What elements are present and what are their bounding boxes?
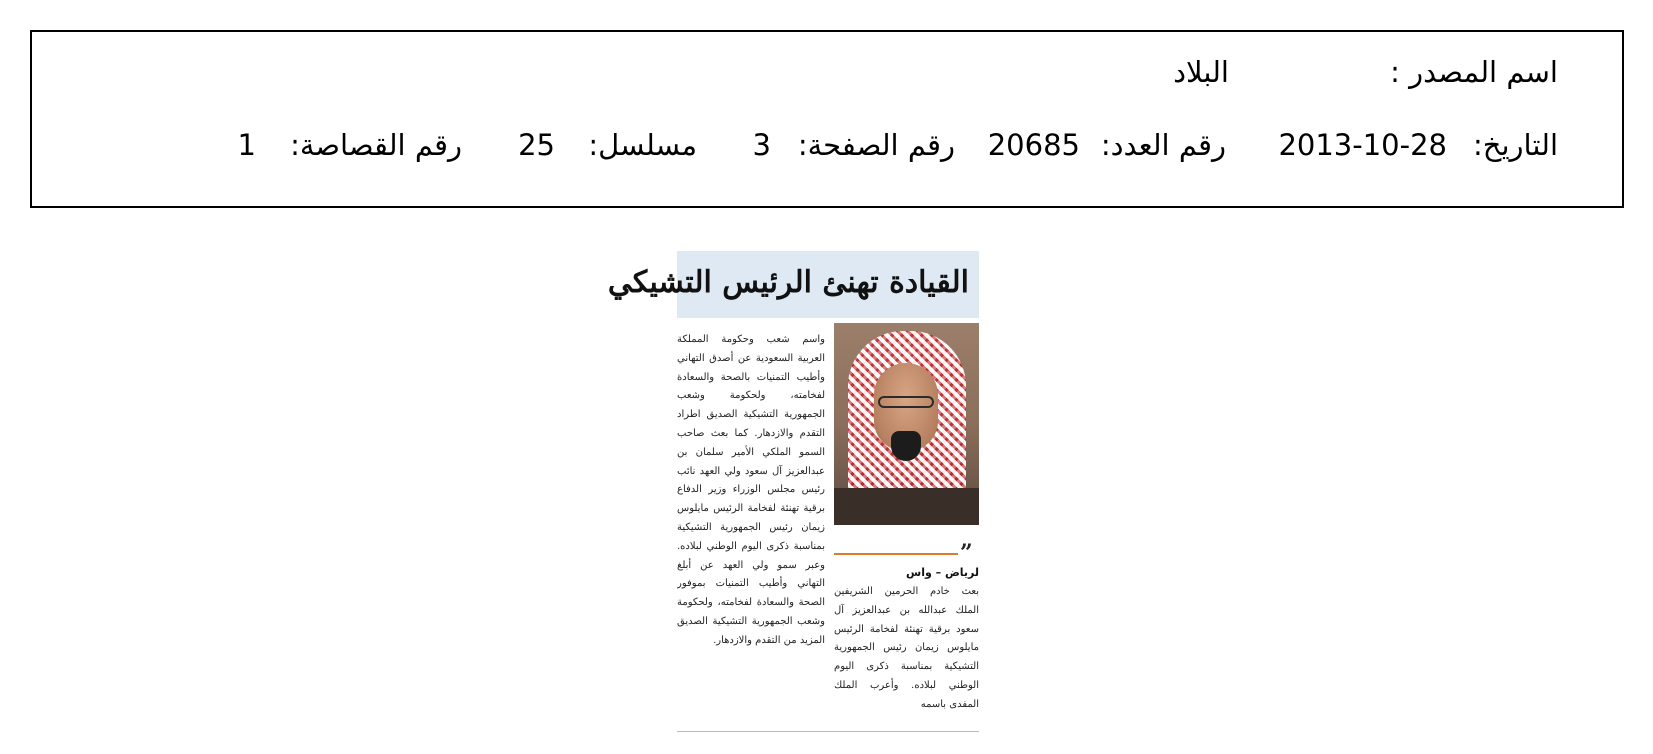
page-value: 3: [752, 128, 771, 162]
orange-divider: [834, 553, 958, 555]
newspaper-clipping: [607, 251, 979, 734]
article-headline: القيادة تهنئ الرئيس التشيكي: [607, 265, 969, 300]
quote-mark-icon: ”: [960, 540, 973, 566]
clip-number-label: رقم القصاصة:: [290, 128, 462, 162]
article-column-right: بعث خادم الحرمين الشريفين الملك عبدالله بن عبدالعزيز آل سعود برقية تهنئة لفخامة الرئيس مايلوس زيمان رئيس الجمهورية التشيكية بمناسبة ذكرى اليوم الوطني لبلاده. وأعرب الملك المفدى باسمه: [834, 586, 979, 710]
serial-value: 25: [518, 128, 555, 162]
portrait-photo: [834, 323, 979, 525]
source-label: اسم المصدر :: [1390, 55, 1558, 89]
serial-label: مسلسل:: [588, 128, 697, 162]
issue-value: 20685: [987, 128, 1080, 162]
clip-bottom-rule: [677, 731, 979, 732]
clip-number-value: 1: [237, 128, 256, 162]
article-dateline: لرياض – واس: [906, 566, 979, 579]
date-label: التاريخ:: [1472, 128, 1558, 162]
source-value: البلاد: [1173, 55, 1229, 89]
issue-label: رقم العدد:: [1100, 128, 1226, 162]
article-column-left: واسم شعب وحكومة المملكة العربية السعودية عن أصدق التهاني وأطيب التمنيات بالصحة والسعادة لفخامته، ولحكومة وشعب الجمهورية التشيكية الصديق اطراد التقدم والازدهار. كما بعث صاحب السمو الملكي الأمير سلمان بن عبدالعزيز آل سعود ولي العهد نائب رئيس مجلس الوزراء وزير الدفاع برقية تهنئة لفخامة الرئيس مايلوس زيمان رئيس الجمهورية التشيكية بمناسبة ذكرى اليوم الوطني لبلاده. وعبر سمو ولي العهد عن أبلغ التهاني وأطيب التمنيات بموفور الصحة والسعادة لفخامته، ولحكومة وشعب الجمهورية التشيكية الصديق المزيد من التقدم والازدهار.: [677, 334, 825, 646]
page-label: رقم الصفحة:: [797, 128, 955, 162]
headline-band: [607, 251, 979, 318]
clipping-info-box: [30, 30, 1624, 208]
date-value: 2013-10-28: [1278, 128, 1447, 162]
